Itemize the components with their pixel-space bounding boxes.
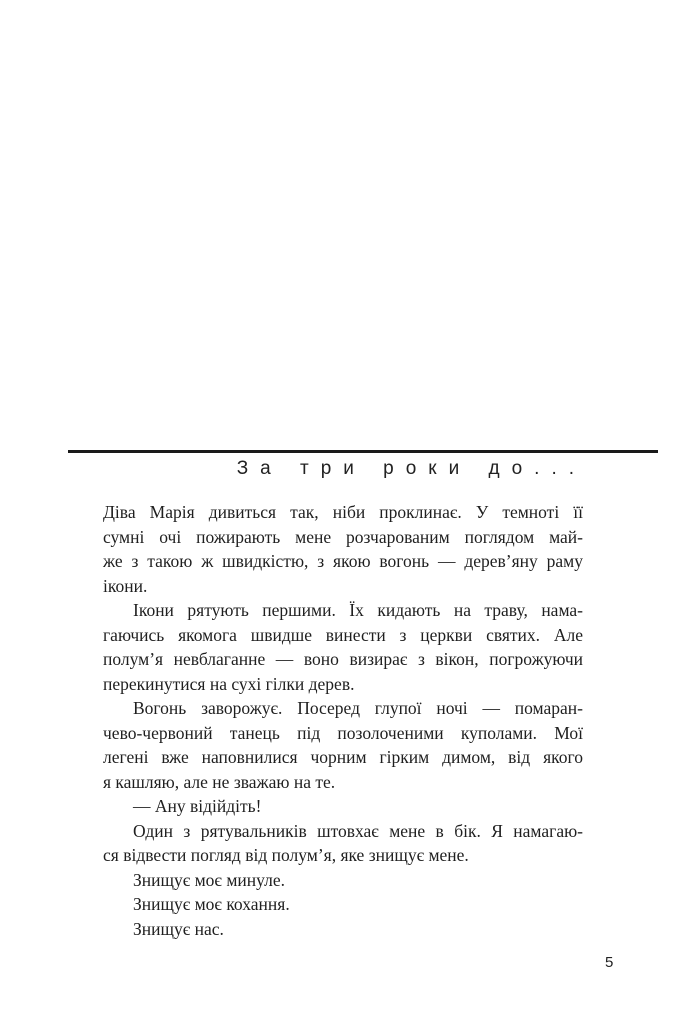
- text-line: чево-червоний танець під позолоченими куполами. Мої: [103, 722, 583, 743]
- text-line: же з такою ж швидкістю, з якою вогонь — дерев’яну раму: [103, 551, 583, 571]
- paragraph-5: [103, 819, 583, 868]
- chapter-title: За три роки до...: [236, 458, 586, 479]
- paragraph-3: [103, 696, 583, 794]
- body-text: [103, 500, 583, 941]
- page-number: 5: [605, 954, 614, 971]
- text-line: сумні очі пожирають мене розчарованим поглядом май-: [103, 526, 583, 547]
- paragraph-7: [103, 892, 583, 917]
- text-line: — Ану відійдіть!: [133, 796, 262, 816]
- text-line: Знищує нас.: [133, 918, 224, 939]
- paragraph-2: [103, 598, 583, 696]
- paragraph-8: [103, 917, 583, 942]
- text-line: Діва Марія дивиться так, ніби проклинає. У темноті її: [103, 502, 583, 522]
- chapter-divider-rule: [68, 450, 658, 453]
- text-line: ся відвести погляд від полум’я, яке знищує мене.: [103, 845, 469, 865]
- text-line: Вогонь заворожує. Посеред глупої ночі — помаран-: [133, 698, 583, 718]
- text-line: гаючись якомога швидше винести з церкви святих. Але: [103, 624, 583, 645]
- paragraph-6: [103, 868, 583, 893]
- text-line: Один з рятувальників штовхає мене в бік. Я намагаю-: [133, 820, 583, 841]
- text-line: полум’я невблаганне — воно визирає з вікон, погрожуючи: [103, 649, 583, 669]
- text-line: Знищує моє минуле.: [133, 869, 285, 890]
- paragraph-1: [103, 500, 583, 598]
- text-line: ікони.: [103, 575, 148, 596]
- text-line: легені вже наповнилися чорним гірким димом, від якого: [103, 747, 583, 767]
- text-line: я кашляю, але не зважаю на те.: [103, 771, 336, 792]
- text-line: перекинутися на сухі гілки дерев.: [103, 673, 355, 694]
- paragraph-4-dialogue: [103, 794, 583, 819]
- text-line: Знищує моє кохання.: [133, 894, 290, 914]
- text-line: Ікони рятують першими. Їх кидають на траву, нама-: [133, 600, 583, 620]
